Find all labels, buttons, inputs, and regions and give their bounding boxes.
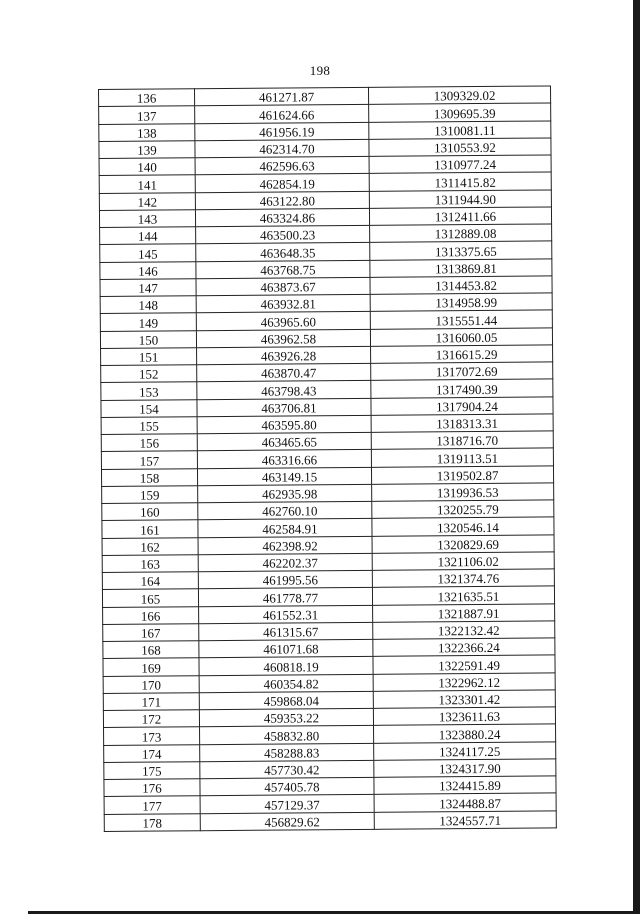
x-coordinate-cell: 457405.78 <box>200 777 374 796</box>
coordinate-table-wrapper <box>98 85 556 831</box>
point-number-cell: 144 <box>100 227 196 245</box>
x-coordinate-cell: 461271.87 <box>195 87 369 106</box>
y-coordinate-cell: 1322366.24 <box>373 638 555 657</box>
point-number-cell: 176 <box>104 779 200 797</box>
y-coordinate-cell: 1324317.90 <box>374 759 556 778</box>
y-coordinate-cell: 1310081.11 <box>369 120 551 139</box>
point-number-cell: 169 <box>103 658 199 676</box>
y-coordinate-cell: 1310977.24 <box>369 155 551 174</box>
x-coordinate-cell: 463595.80 <box>197 415 371 434</box>
x-coordinate-cell: 463873.67 <box>196 277 370 296</box>
point-number-cell: 156 <box>101 434 197 452</box>
point-number-cell: 171 <box>103 692 199 710</box>
y-coordinate-cell: 1317490.39 <box>371 379 553 398</box>
x-coordinate-cell: 463926.28 <box>197 346 371 365</box>
x-coordinate-cell: 458832.80 <box>200 726 374 745</box>
point-number-cell: 143 <box>99 209 195 227</box>
point-number-cell: 146 <box>100 261 196 279</box>
x-coordinate-cell: 463324.86 <box>195 208 369 227</box>
point-number-cell: 164 <box>102 572 198 590</box>
y-coordinate-cell: 1324117.25 <box>374 741 556 760</box>
x-coordinate-cell: 463149.15 <box>197 467 371 486</box>
coordinate-table-body <box>99 86 557 831</box>
point-number-cell: 161 <box>102 520 198 538</box>
point-number-cell: 138 <box>99 123 195 141</box>
y-coordinate-cell: 1311944.90 <box>369 189 551 208</box>
x-coordinate-cell: 461778.77 <box>198 588 372 607</box>
y-coordinate-cell: 1321887.91 <box>373 603 555 622</box>
x-coordinate-cell: 463706.81 <box>197 398 371 417</box>
y-coordinate-cell: 1309695.39 <box>369 103 551 122</box>
y-coordinate-cell: 1319502.87 <box>371 465 553 484</box>
point-number-cell: 166 <box>103 606 199 624</box>
point-number-cell: 139 <box>99 140 195 158</box>
y-coordinate-cell: 1319936.53 <box>372 483 554 502</box>
y-coordinate-cell: 1314958.99 <box>370 293 552 312</box>
point-number-cell: 172 <box>103 710 199 728</box>
point-number-cell: 148 <box>100 296 196 314</box>
x-coordinate-cell: 461624.66 <box>195 105 369 124</box>
y-coordinate-cell: 1315551.44 <box>370 310 552 329</box>
x-coordinate-cell: 463870.47 <box>197 363 371 382</box>
y-coordinate-cell: 1316060.05 <box>370 327 552 346</box>
y-coordinate-cell: 1320829.69 <box>372 534 554 553</box>
y-coordinate-cell: 1320255.79 <box>372 500 554 519</box>
point-number-cell: 157 <box>101 451 197 469</box>
y-coordinate-cell: 1318313.31 <box>371 414 553 433</box>
x-coordinate-cell: 463500.23 <box>196 225 370 244</box>
y-coordinate-cell: 1309329.02 <box>368 86 550 105</box>
x-coordinate-cell: 462202.37 <box>198 553 372 572</box>
x-coordinate-cell: 457730.42 <box>200 760 374 779</box>
x-coordinate-cell: 461552.31 <box>199 605 373 624</box>
y-coordinate-cell: 1322132.42 <box>373 621 555 640</box>
coordinate-table <box>98 85 557 831</box>
y-coordinate-cell: 1314453.82 <box>370 276 552 295</box>
point-number-cell: 174 <box>104 744 200 762</box>
point-number-cell: 153 <box>101 382 197 400</box>
y-coordinate-cell: 1312889.08 <box>370 224 552 243</box>
page-number: 198 <box>309 63 331 78</box>
y-coordinate-cell: 1322591.49 <box>373 655 555 674</box>
x-coordinate-cell: 463932.81 <box>196 294 370 313</box>
x-coordinate-cell: 461071.68 <box>199 639 373 658</box>
point-number-cell: 163 <box>102 554 198 572</box>
y-coordinate-cell: 1324488.87 <box>374 793 556 812</box>
point-number-cell: 142 <box>99 192 195 210</box>
y-coordinate-cell: 1312411.66 <box>369 207 551 226</box>
x-coordinate-cell: 462314.70 <box>195 139 369 158</box>
point-number-cell: 175 <box>104 761 200 779</box>
y-coordinate-cell: 1316615.29 <box>371 345 553 364</box>
x-coordinate-cell: 463798.43 <box>197 381 371 400</box>
x-coordinate-cell: 462398.92 <box>198 536 372 555</box>
point-number-cell: 162 <box>102 537 198 555</box>
y-coordinate-cell: 1323301.42 <box>373 690 555 709</box>
y-coordinate-cell: 1321106.02 <box>372 552 554 571</box>
point-number-cell: 160 <box>102 503 198 521</box>
point-number-cell: 155 <box>101 416 197 434</box>
y-coordinate-cell: 1323880.24 <box>374 724 556 743</box>
point-number-cell: 165 <box>102 589 198 607</box>
x-coordinate-cell: 459353.22 <box>199 708 373 727</box>
y-coordinate-cell: 1321374.76 <box>372 569 554 588</box>
x-coordinate-cell: 463768.75 <box>196 260 370 279</box>
point-number-cell: 159 <box>102 485 198 503</box>
point-number-cell: 178 <box>104 813 200 831</box>
y-coordinate-cell: 1319113.51 <box>371 448 553 467</box>
y-coordinate-cell: 1310553.92 <box>369 138 551 157</box>
y-coordinate-cell: 1318716.70 <box>371 431 553 450</box>
x-coordinate-cell: 461995.56 <box>198 570 372 589</box>
point-number-cell: 145 <box>100 244 196 262</box>
x-coordinate-cell: 463316.66 <box>197 450 371 469</box>
y-coordinate-cell: 1323611.63 <box>373 707 555 726</box>
x-coordinate-cell: 458288.83 <box>200 743 374 762</box>
y-coordinate-cell: 1313375.65 <box>370 241 552 260</box>
x-coordinate-cell: 463962.58 <box>196 329 370 348</box>
point-number-cell: 177 <box>104 796 200 814</box>
point-number-cell: 137 <box>99 106 195 124</box>
x-coordinate-cell: 462935.98 <box>198 484 372 503</box>
x-coordinate-cell: 463465.65 <box>197 432 371 451</box>
y-coordinate-cell: 1317072.69 <box>371 362 553 381</box>
point-number-cell: 149 <box>100 313 196 331</box>
point-number-cell: 168 <box>103 641 199 659</box>
scan-edge-right <box>633 0 640 914</box>
point-number-cell: 158 <box>101 468 197 486</box>
y-coordinate-cell: 1317904.24 <box>371 396 553 415</box>
x-coordinate-cell: 461315.67 <box>199 622 373 641</box>
y-coordinate-cell: 1324415.89 <box>374 776 556 795</box>
x-coordinate-cell: 463122.80 <box>195 191 369 210</box>
point-number-cell: 141 <box>99 175 195 193</box>
x-coordinate-cell: 459868.04 <box>199 691 373 710</box>
point-number-cell: 170 <box>103 675 199 693</box>
point-number-cell: 154 <box>101 399 197 417</box>
point-number-cell: 167 <box>103 623 199 641</box>
y-coordinate-cell: 1322962.12 <box>373 672 555 691</box>
x-coordinate-cell: 462760.10 <box>198 501 372 520</box>
point-number-cell: 140 <box>99 158 195 176</box>
point-number-cell: 173 <box>104 727 200 745</box>
x-coordinate-cell: 463648.35 <box>196 243 370 262</box>
x-coordinate-cell: 456829.62 <box>200 812 374 831</box>
point-number-cell: 150 <box>100 330 196 348</box>
x-coordinate-cell: 461956.19 <box>195 122 369 141</box>
point-number-cell: 136 <box>99 89 195 107</box>
point-number-cell: 151 <box>101 347 197 365</box>
point-number-cell: 147 <box>100 278 196 296</box>
y-coordinate-cell: 1320546.14 <box>372 517 554 536</box>
x-coordinate-cell: 463965.60 <box>196 312 370 331</box>
x-coordinate-cell: 462854.19 <box>195 174 369 193</box>
y-coordinate-cell: 1311415.82 <box>369 172 551 191</box>
x-coordinate-cell: 457129.37 <box>200 795 374 814</box>
x-coordinate-cell: 460354.82 <box>199 674 373 693</box>
y-coordinate-cell: 1324557.71 <box>374 810 556 829</box>
y-coordinate-cell: 1313869.81 <box>370 258 552 277</box>
table-row <box>104 810 556 831</box>
x-coordinate-cell: 462596.63 <box>195 156 369 175</box>
x-coordinate-cell: 460818.19 <box>199 657 373 676</box>
point-number-cell: 152 <box>101 365 197 383</box>
x-coordinate-cell: 462584.91 <box>198 519 372 538</box>
y-coordinate-cell: 1321635.51 <box>372 586 554 605</box>
